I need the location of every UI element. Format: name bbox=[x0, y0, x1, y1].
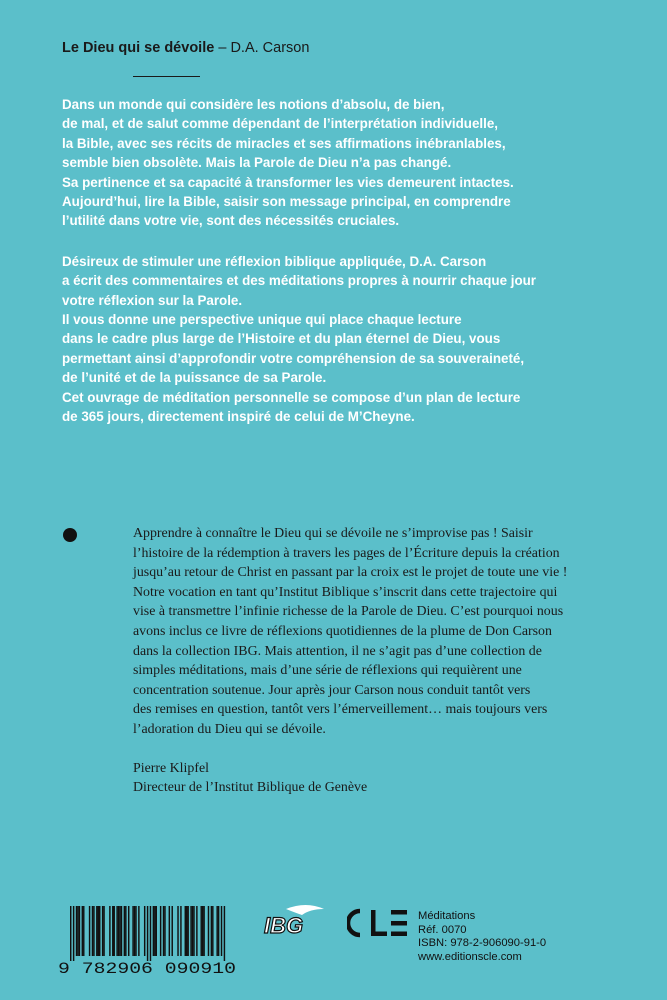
barcode-bar bbox=[180, 906, 181, 956]
barcode-bar bbox=[112, 906, 113, 956]
barcode-bar bbox=[93, 906, 94, 956]
blurb-line: de mal, et de salut comme dépendant de l’interprétation individuelle, bbox=[62, 116, 499, 132]
barcode-bar bbox=[187, 906, 188, 956]
endorsement-line: vise à transmettre l’infinie richesse de la Parole de Dieu. C’est pourquoi nous bbox=[133, 604, 564, 620]
barcode-bar bbox=[77, 906, 78, 956]
endorsement-line: avons inclus ce livre de réflexions quotidiennes de la plume de Don Carson bbox=[133, 623, 552, 639]
barcode-bar bbox=[98, 906, 99, 956]
endorsement-line: simples méditations, mais d’une série de réflexions qui requièrent une bbox=[133, 663, 522, 679]
endorsement-line: dans la collection IBG. Mais attention, il ne s’agit pas d’une collection de bbox=[133, 643, 542, 659]
barcode-bar bbox=[92, 906, 93, 956]
barcode-bar bbox=[135, 906, 136, 956]
barcode-bar bbox=[73, 906, 74, 961]
barcode-bar bbox=[89, 906, 90, 956]
blurb-line: la Bible, avec ses récits de miracles et ses affirmations inébranlables, bbox=[62, 135, 506, 151]
barcode-bar bbox=[185, 906, 186, 956]
barcode-bar bbox=[150, 906, 151, 961]
barcode-bar bbox=[114, 906, 115, 956]
barcode-bar bbox=[96, 906, 97, 956]
barcode-bar bbox=[124, 906, 125, 956]
blurb-line: de 365 jours, directement inspiré de celui de M’Cheyne. bbox=[62, 409, 415, 425]
barcode-bar bbox=[118, 906, 119, 956]
blurb-line: Il vous donne une perspective unique qui place chaque lecture bbox=[62, 312, 462, 328]
barcode-bar bbox=[82, 906, 83, 956]
endorsement-quote bbox=[133, 524, 638, 798]
barcode-bar bbox=[153, 906, 154, 956]
barcode-bar bbox=[79, 906, 80, 956]
signer-title: Directeur de l’Institut Biblique de Genève bbox=[133, 780, 368, 796]
barcode-bar bbox=[211, 906, 212, 956]
barcode-bar bbox=[109, 906, 110, 956]
barcode-bar bbox=[172, 906, 173, 956]
isbn-number: ISBN: 978-2-906090-91-0 bbox=[418, 937, 547, 950]
blurb-line: votre réflexion sur la Parole. bbox=[62, 292, 243, 308]
barcode-bar bbox=[134, 906, 135, 956]
barcode-bar bbox=[76, 906, 77, 956]
endorsement-line: Notre vocation en tant qu’Institut Biblique s’inscrit dans cette trajectoire qui bbox=[133, 584, 558, 600]
barcode-bar bbox=[203, 906, 204, 956]
back-cover-blurb bbox=[62, 95, 630, 427]
barcode-bar bbox=[138, 906, 139, 956]
barcode-bar bbox=[221, 906, 222, 956]
book-author: D.A. Carson bbox=[230, 40, 310, 56]
barcode-bar bbox=[193, 906, 194, 956]
barcode-bar bbox=[103, 906, 104, 956]
blurb-line: semble bien obsolète. Mais la Parole de Dieu n’a pas changé. bbox=[62, 155, 452, 171]
endorsement-line: des remises en question, tantôt vers l’émerveillement… mais toujours vers bbox=[133, 702, 548, 718]
barcode-bar bbox=[164, 906, 165, 956]
blurb-line: a écrit des commentaires et des méditations propres à nourrir chaque jour bbox=[62, 273, 537, 289]
isbn-barcode bbox=[58, 906, 238, 976]
barcode-bars bbox=[70, 906, 225, 961]
barcode-bar bbox=[99, 906, 100, 956]
book-title: Le Dieu qui se dévoile bbox=[62, 40, 215, 56]
cle-publisher-logo-icon bbox=[347, 906, 409, 940]
signer-name: Pierre Klipfel bbox=[133, 760, 209, 776]
book-header bbox=[62, 40, 309, 56]
barcode-digits: 9 782906 090910 bbox=[58, 960, 236, 976]
header-separator: – bbox=[218, 40, 227, 56]
barcode-bar bbox=[177, 906, 178, 956]
paragraph-gap bbox=[62, 231, 630, 252]
barcode-bar bbox=[128, 906, 129, 956]
barcode-bar bbox=[102, 906, 103, 956]
barcode-bar bbox=[208, 906, 209, 956]
barcode-bar bbox=[186, 906, 187, 956]
barcode-bar bbox=[196, 906, 197, 956]
barcode-bar bbox=[169, 906, 170, 956]
endorsement-line: concentration soutenue. Jour après jour Carson nous conduit tantôt vers bbox=[133, 682, 531, 698]
blurb-line: Sa pertinence et sa capacité à transformer les vies demeurent intactes. bbox=[62, 174, 514, 190]
blurb-line: permettant ainsi d’approfondir votre compréhension de sa souveraineté, bbox=[62, 350, 525, 366]
ibg-logo-text: IBG bbox=[264, 913, 304, 937]
blurb-line: Aujourd’hui, lire la Bible, saisir son message principal, en comprendre bbox=[62, 194, 511, 210]
barcode-bar bbox=[119, 906, 120, 956]
reference-number: Réf. 0070 bbox=[418, 923, 467, 936]
collection-name: Méditations bbox=[418, 910, 476, 922]
endorsement-line: jusqu’au retour de Christ en passant par la croix est le projet de toute une vie ! bbox=[133, 565, 568, 581]
barcode-bar bbox=[70, 906, 71, 961]
ibg-logo bbox=[262, 903, 326, 937]
blurb-line: Dans un monde qui considère les notions d’absolu, de bien, bbox=[62, 97, 445, 112]
barcode-bar bbox=[156, 906, 157, 956]
header-divider bbox=[133, 76, 200, 77]
publisher-website: www.editionscle.com bbox=[418, 950, 522, 963]
publisher-info bbox=[418, 910, 546, 964]
barcode-bar bbox=[121, 906, 122, 956]
barcode-bar bbox=[190, 906, 191, 956]
barcode-bar bbox=[147, 906, 148, 961]
endorsement-line: Apprendre à connaître le Dieu qui se dévoile ne s’improvise pas ! Saisir bbox=[133, 526, 533, 541]
barcode-bar bbox=[192, 906, 193, 956]
bullet-dot-icon bbox=[63, 528, 77, 542]
barcode-bar bbox=[132, 906, 133, 956]
barcode-bar bbox=[201, 906, 202, 956]
barcode-bar bbox=[212, 906, 213, 956]
endorsement-line: l’histoire de la rédemption à travers les pages de l’Écriture depuis la création bbox=[133, 545, 560, 561]
barcode-bar bbox=[154, 906, 155, 956]
barcode-bar bbox=[125, 906, 126, 956]
barcode-bar bbox=[144, 906, 145, 956]
blurb-line: dans le cadre plus large de l’Histoire et du plan éternel de Dieu, vous bbox=[62, 331, 501, 347]
barcode-bar bbox=[163, 906, 164, 956]
barcode-bar bbox=[224, 906, 225, 961]
barcode-bar bbox=[160, 906, 161, 956]
barcode-bar bbox=[218, 906, 219, 956]
endorsement-line: l’adoration du Dieu qui se dévoile. bbox=[133, 721, 326, 737]
blurb-line: Désireux de stimuler une réflexion biblique appliquée, D.A. Carson bbox=[62, 253, 487, 269]
blurb-line: Cet ouvrage de méditation personnelle se compose d’un plan de lecture bbox=[62, 389, 521, 405]
blurb-line: l’utilité dans votre vie, sont des nécessités cruciales. bbox=[62, 213, 400, 229]
barcode-bar bbox=[202, 906, 203, 956]
barcode-bar bbox=[83, 906, 84, 956]
blurb-line: de l’unité et de la puissance de sa Parole. bbox=[62, 370, 327, 386]
barcode-bar bbox=[116, 906, 117, 956]
barcode-bar bbox=[216, 906, 217, 956]
